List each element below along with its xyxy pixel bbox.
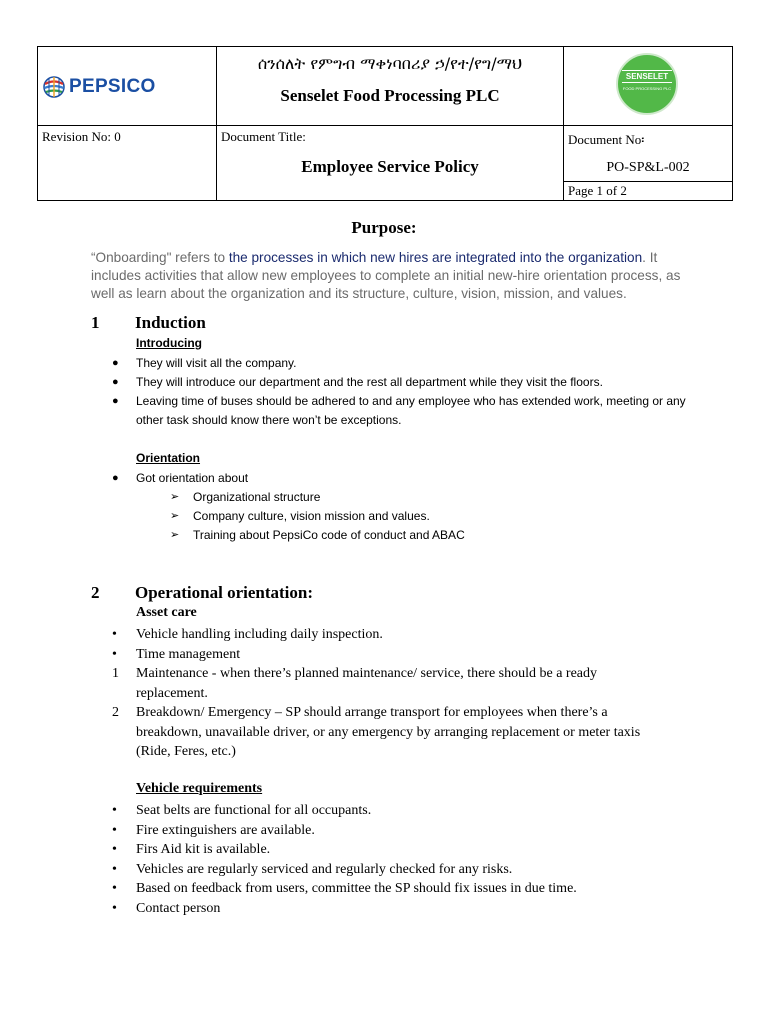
- revision-cell: [38, 126, 217, 201]
- list-item: • Time management: [110, 645, 670, 665]
- list-item: ● Leaving time of buses should be adhered to and any employee who has extended work, meeting or any other task should know there won’t be exceptions.: [112, 394, 686, 427]
- bullet-icon: •: [112, 803, 117, 818]
- asset-care-heading: Asset care: [136, 605, 197, 620]
- senselet-logo-text: SENSELET: [622, 70, 672, 83]
- purpose-heading: Purpose:: [351, 218, 417, 237]
- asset-care-list: [110, 625, 670, 762]
- bullet-icon: ●: [112, 472, 119, 484]
- list-item: • Vehicles are regularly serviced and regularly checked for any risks.: [110, 860, 670, 880]
- pepsico-logo-cell: [38, 47, 217, 126]
- pepsico-globe-icon: [42, 75, 66, 99]
- section-1-title: Induction: [135, 313, 206, 332]
- intro-text-end: . It includes activities that allow new employees to complete an initial new-hire orientation process, as well as learn about the organization and its structure, culture, vision, mission, and values.: [91, 250, 681, 301]
- bullet-icon: •: [112, 881, 117, 896]
- company-title-cell: [217, 47, 564, 126]
- orientation-heading: Orientation: [136, 451, 201, 465]
- purpose-intro-paragraph: [91, 249, 691, 303]
- list-item: • Contact person: [110, 899, 670, 919]
- list-item: 1 Maintenance - when there’s planned maintenance/ service, there should be a ready replacement.: [112, 666, 598, 701]
- list-marker: 2: [112, 705, 119, 720]
- pepsico-wordmark: PEPSICO: [69, 76, 156, 97]
- senselet-logo-subtext: FOOD PROCESSING PLC: [622, 86, 672, 91]
- list-item: • Seat belts are functional for all occupants.: [110, 801, 670, 821]
- list-item: • Based on feedback from users, committee the SP should fix issues in due time.: [110, 879, 670, 899]
- list-marker: •: [112, 646, 117, 662]
- list-item: ● They will introduce our department and the rest all department while they visit the floors.: [110, 373, 710, 392]
- list-item: ➢ Organizational structure: [170, 488, 465, 507]
- senselet-logo: [616, 53, 678, 115]
- arrow-bullet-icon: ➢: [170, 491, 180, 503]
- section-2-heading: [91, 583, 313, 603]
- bullet-icon: •: [112, 900, 117, 916]
- company-name: Senselet Food Processing PLC: [280, 86, 500, 105]
- document-header-table: [37, 46, 733, 201]
- bullet-icon: ●: [112, 376, 119, 388]
- page-number: Page 1 of 2: [568, 183, 627, 198]
- list-item: • Fire extinguishers are available.: [110, 821, 670, 841]
- list-item: ➢ Training about PepsiCo code of conduct and ABAC: [170, 526, 465, 545]
- section-1-number: 1: [91, 313, 100, 332]
- orientation-list: [110, 469, 710, 488]
- senselet-logo-cell: [564, 47, 733, 126]
- amharic-company-name: ሰንሰለት የምግብ ማቀነባበሪያ ኃ/የተ/የግ/ማህ: [257, 54, 523, 73]
- list-item: • Firs Aid kit is available.: [110, 840, 670, 860]
- document-number-label: Document No፡: [568, 132, 645, 147]
- intro-highlight: the processes in which new hires are integrated into the organization: [228, 250, 643, 265]
- bullet-icon: •: [112, 842, 117, 857]
- document-number-cell: [564, 126, 733, 182]
- introducing-list: [110, 354, 710, 430]
- vehicle-requirements-list: [110, 801, 670, 918]
- document-number: PO-SP&L-002: [606, 160, 690, 175]
- list-item: • Vehicle handling including daily inspection.: [110, 625, 670, 645]
- section-2-title: Operational orientation:: [135, 583, 314, 602]
- document-title-cell: [217, 126, 564, 201]
- section-1-heading: [91, 313, 206, 333]
- introducing-heading: Introducing: [136, 336, 202, 350]
- arrow-bullet-icon: ➢: [170, 510, 180, 522]
- bullet-icon: •: [112, 822, 117, 838]
- bullet-icon: ●: [112, 357, 119, 369]
- page-number-cell: [564, 182, 733, 201]
- document-title: Employee Service Policy: [301, 157, 479, 176]
- vehicle-requirements-heading: Vehicle requirements: [136, 781, 263, 796]
- orientation-sublist: [170, 488, 465, 545]
- document-title-label: Document Title:: [221, 129, 306, 144]
- revision-number: Revision No: 0: [42, 129, 121, 144]
- intro-text-start: “Onboarding" refers to: [91, 250, 229, 265]
- list-marker: •: [112, 627, 117, 642]
- list-item: ● Got orientation about: [110, 469, 710, 488]
- arrow-bullet-icon: ➢: [170, 529, 180, 541]
- list-item: ➢ Company culture, vision mission and values.: [170, 507, 465, 526]
- section-2-number: 2: [91, 583, 100, 602]
- list-item: ● They will visit all the company.: [110, 354, 710, 373]
- list-item: 2 Breakdown/ Emergency – SP should arrange transport for employees when there’s a breakdown, unavailable driver, or any emergency by arranging replacement or meter taxis (Ride, Feres, etc.): [112, 705, 641, 759]
- list-marker: 1: [112, 666, 119, 681]
- pepsico-logo: [42, 75, 156, 99]
- bullet-icon: •: [112, 861, 117, 877]
- bullet-icon: ●: [112, 395, 119, 407]
